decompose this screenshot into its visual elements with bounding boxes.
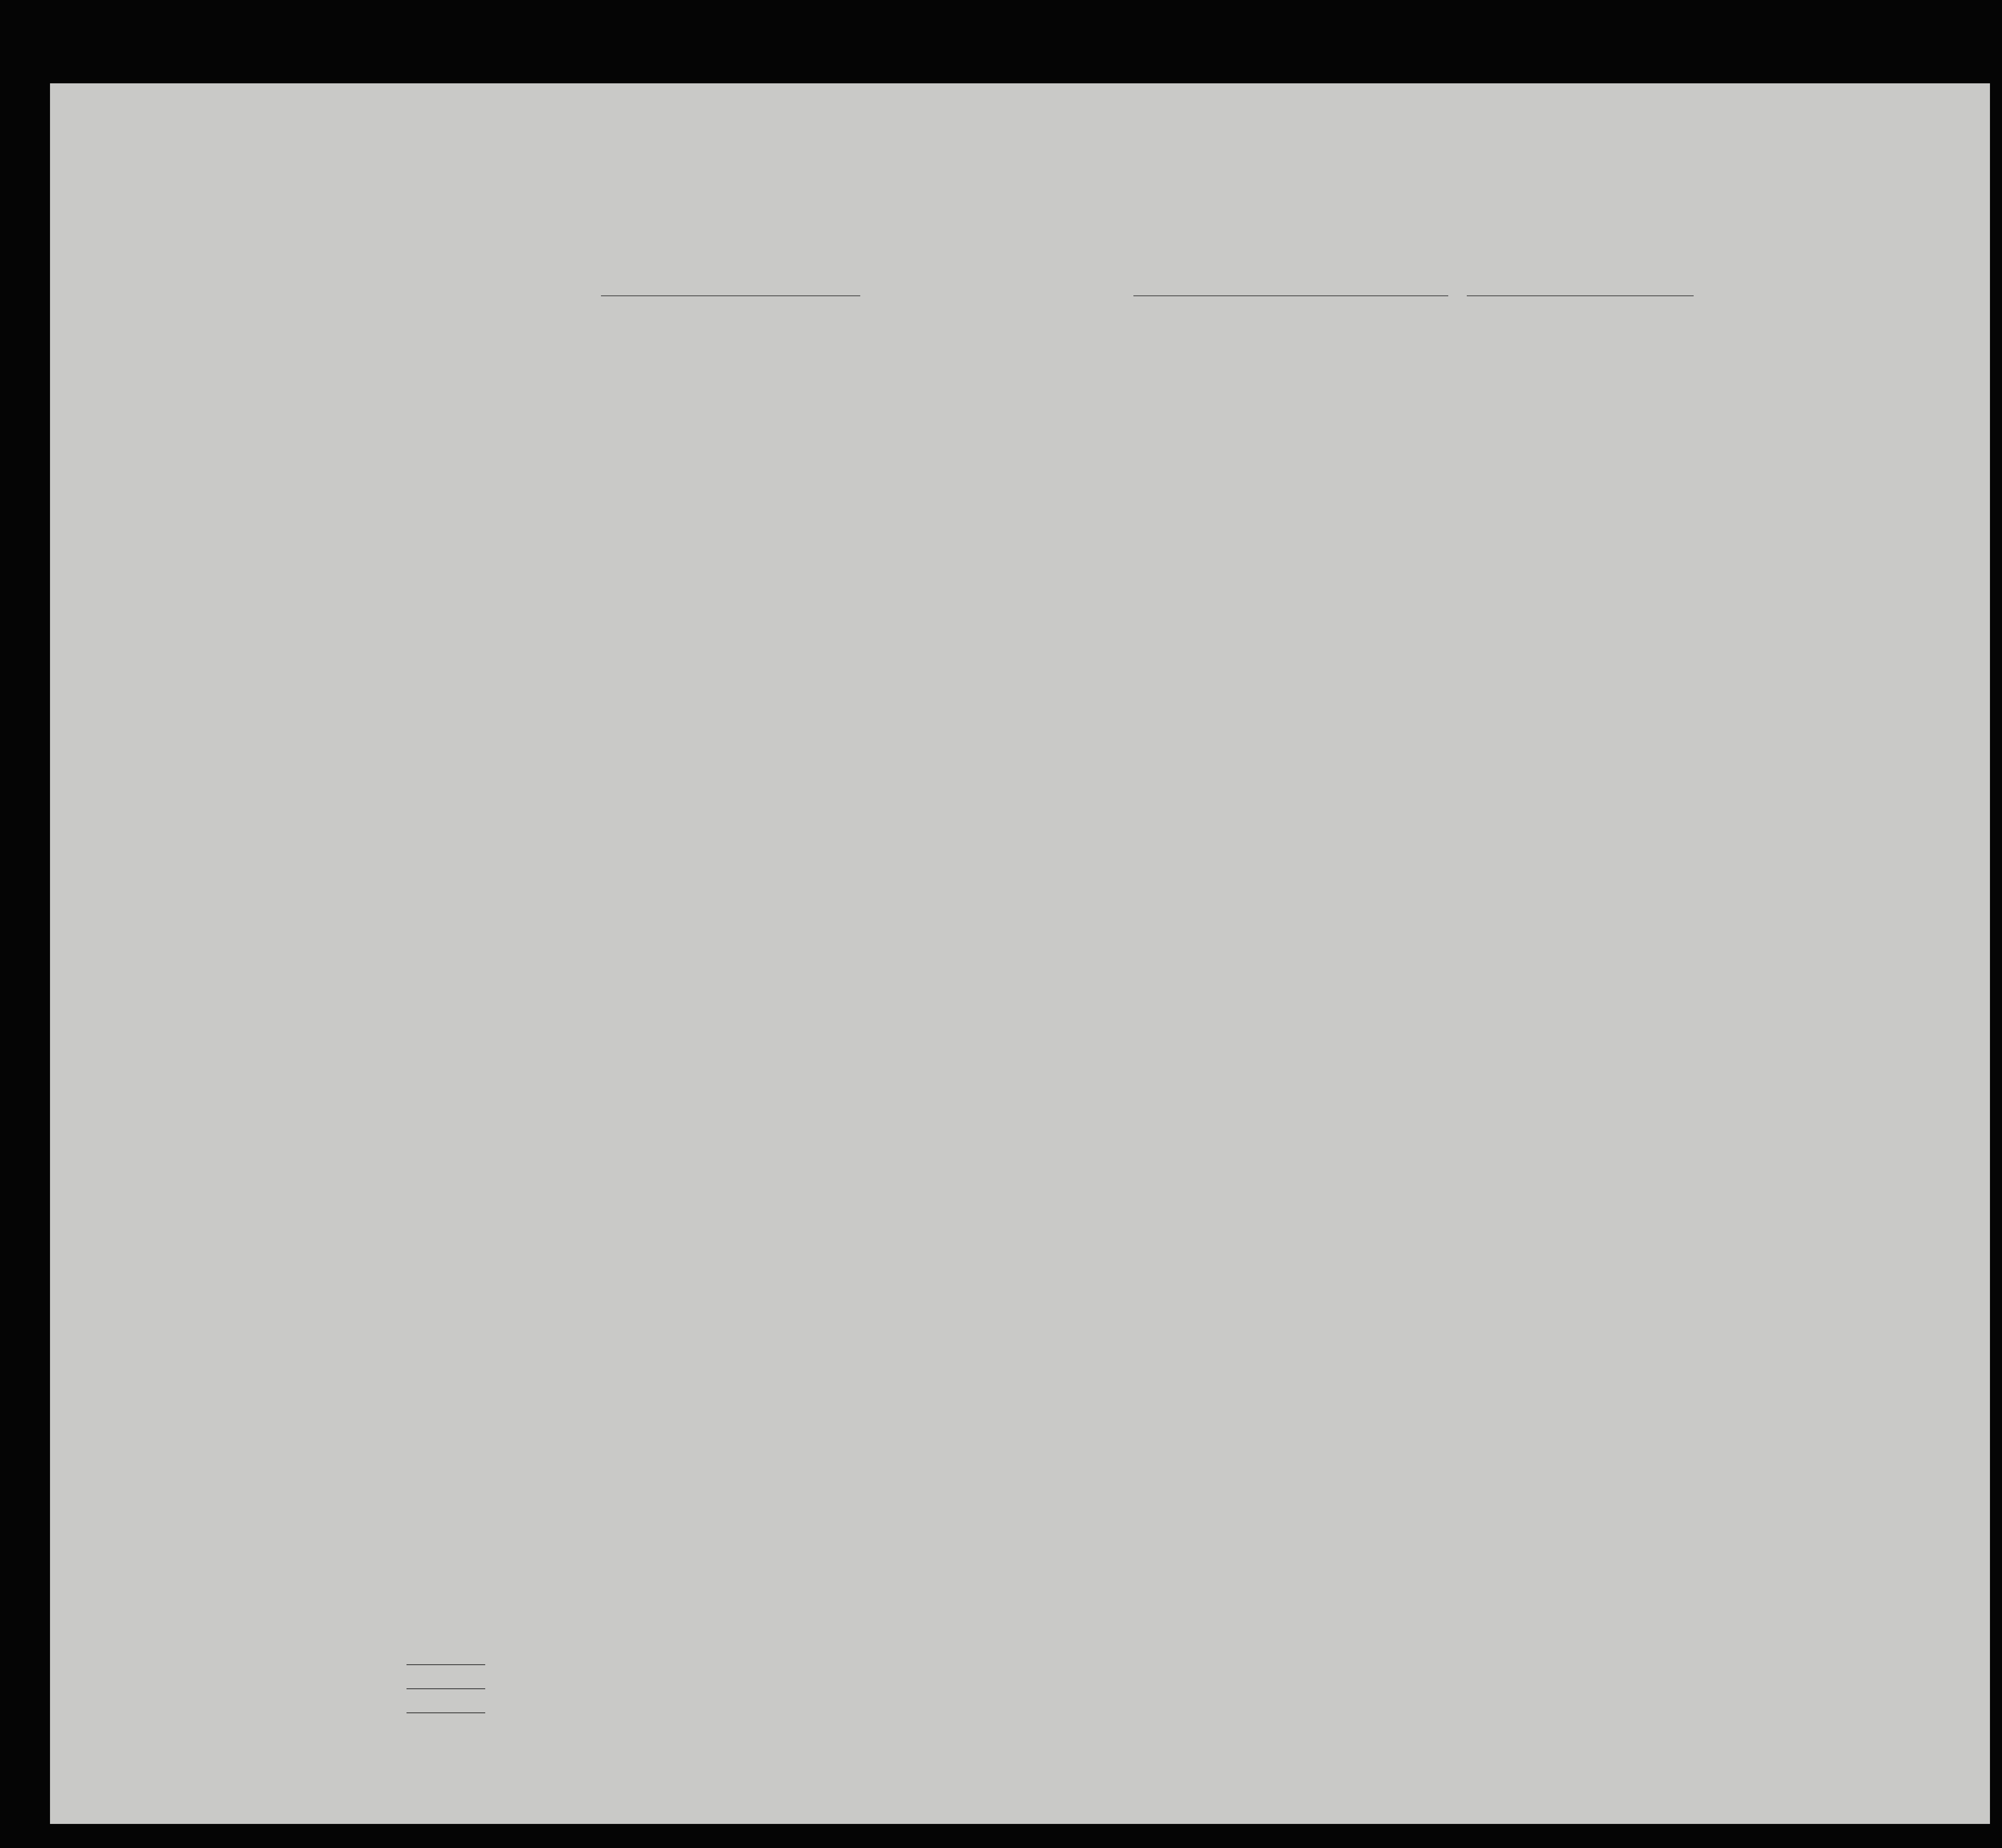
aliens-line [407, 1712, 485, 1713]
manifest-table [50, 83, 1990, 1824]
total-line [407, 1664, 485, 1665]
manifest-sheet [50, 83, 1990, 1824]
citizens-line [407, 1688, 485, 1689]
